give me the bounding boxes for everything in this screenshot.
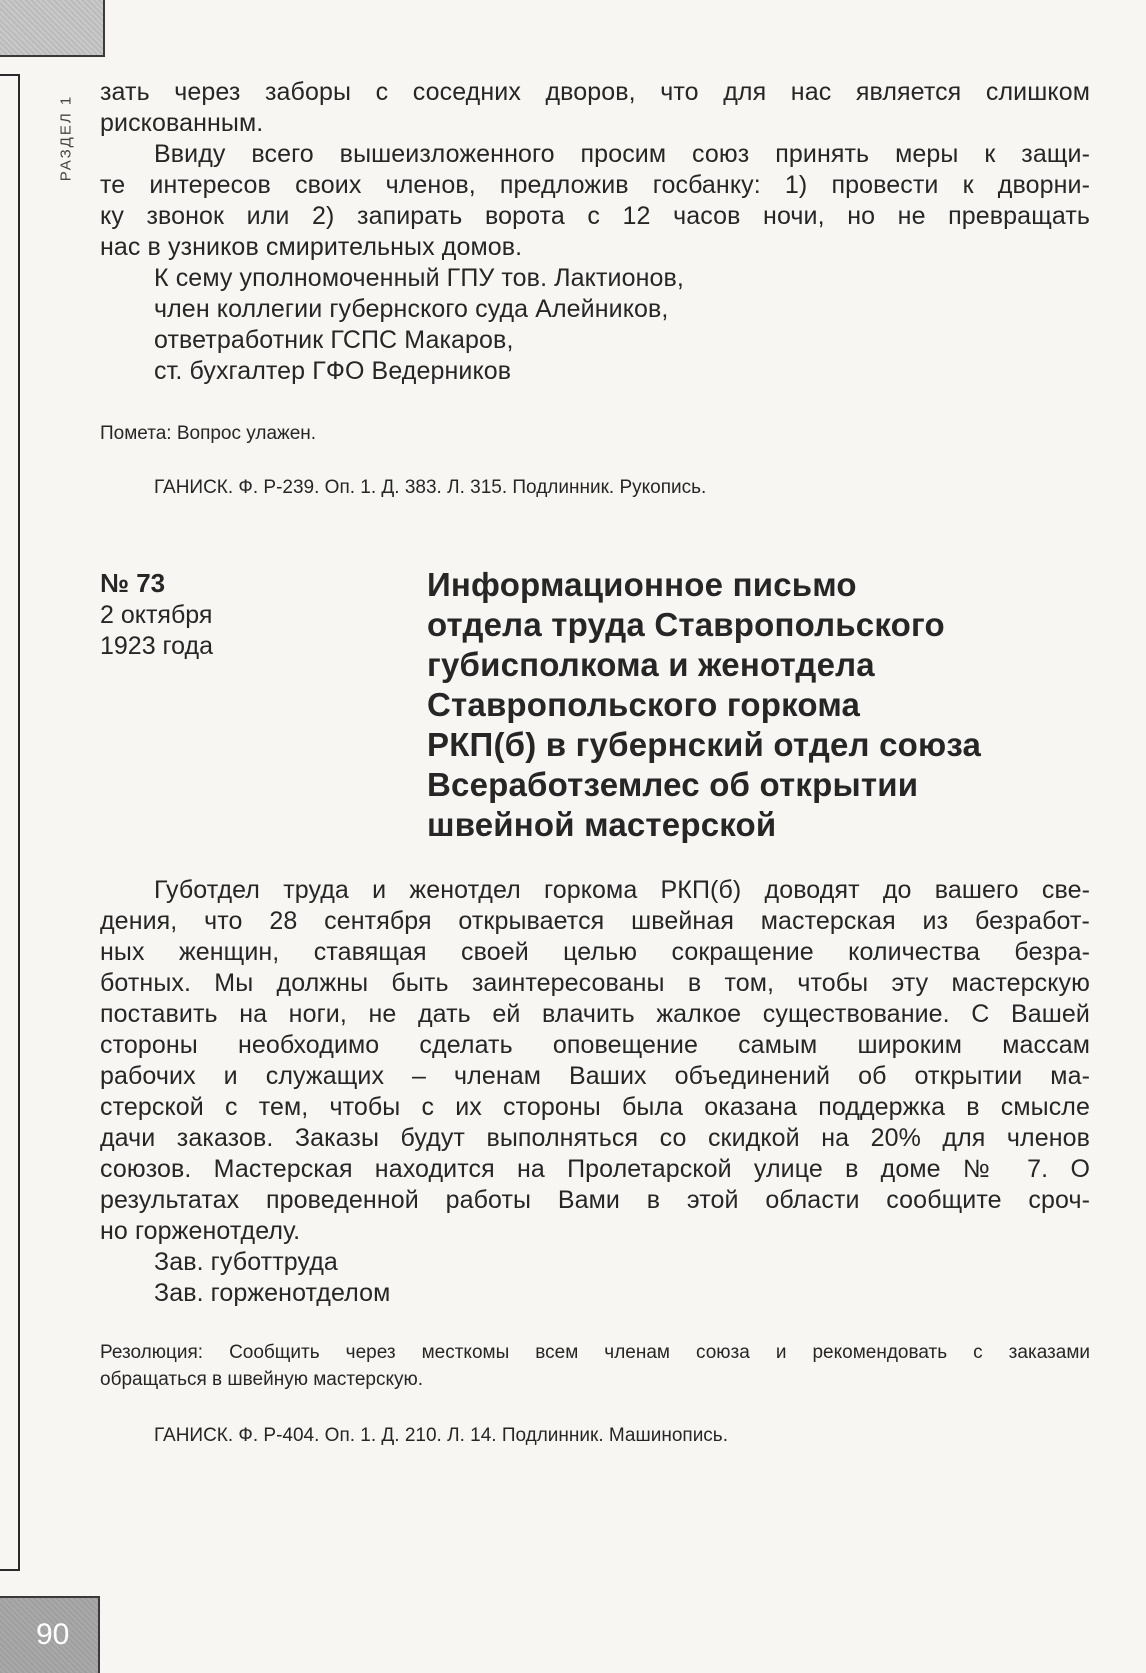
- title-line: губисполкома и женотдела: [427, 646, 875, 683]
- body-line: стороны необходимо сделать оповещение самым широким массам: [100, 1031, 1090, 1059]
- signature-line: Зав. горженотделом: [154, 1279, 391, 1307]
- document-year: 1923 года: [100, 632, 213, 660]
- title-line: Информационное письмо: [427, 566, 857, 603]
- text-line: ку звонок или 2) запирать ворота с 12 часов ночи, но не превращать: [100, 202, 1090, 230]
- body-line: ных женщин, ставящая своей целью сокращение количества безра-: [100, 938, 1090, 966]
- signature-line: Зав. губоттруда: [154, 1248, 338, 1276]
- text-line: рискованным.: [100, 109, 264, 137]
- signatory-line: ст. бухгалтер ГФО Ведерников: [154, 357, 512, 385]
- body-line: дачи заказов. Заказы будут выполняться со скидкой на 20% для членов: [100, 1124, 1090, 1152]
- body-line: рабочих и служащих – членам Ваших объединений об открытии ма-: [100, 1062, 1090, 1090]
- title-line: Всеработземлес об открытии: [427, 766, 919, 803]
- signatory-line: ответработник ГСПС Макаров,: [154, 326, 514, 354]
- note-mark: Помета: Вопрос улажен.: [100, 423, 317, 444]
- document-date: 2 октября: [100, 601, 213, 629]
- text-line: зать через заборы с соседних дворов, что для нас является слишком: [100, 78, 1090, 106]
- section-label: [52, 78, 80, 198]
- resolution-line: Резолюция: Сообщить через месткомы всем членам союза и рекомендовать с заказами: [100, 1342, 1090, 1363]
- body-line: но горженотделу.: [100, 1217, 301, 1245]
- text-line: Ввиду всего вышеизложенного просим союз принять меры к защи-: [154, 140, 1090, 168]
- body-line: поставить на ноги, не дать ей влачить жалкое существование. С Вашей: [100, 1000, 1090, 1028]
- margin-frame: [0, 74, 20, 1571]
- body-line: ботных. Мы должны быть заинтересованы в том, чтобы эту мастерскую: [100, 969, 1090, 997]
- body-line: стерской с тем, чтобы с их стороны была оказана поддержка в смысле: [100, 1093, 1090, 1121]
- text-line: нас в узников смирительных домов.: [100, 233, 523, 261]
- page-number-box: [0, 1596, 100, 1673]
- title-line: отдела труда Ставропольского: [427, 606, 945, 643]
- body-line: союзов. Мастерская находится на Пролетарской улице в доме № 7. О: [100, 1155, 1090, 1183]
- page-number: 90: [36, 1618, 70, 1651]
- resolution-line: обращаться в швейную мастерскую.: [100, 1369, 424, 1390]
- document-number: № 73: [100, 568, 166, 598]
- body-line: дения, что 28 сентября открывается швейная мастерская из безработ-: [100, 907, 1090, 935]
- archive-source: ГАНИСК. Ф. Р-239. Оп. 1. Д. 383. Л. 315. Подлинник. Рукопись.: [154, 477, 707, 498]
- archive-source: ГАНИСК. Ф. Р-404. Оп. 1. Д. 210. Л. 14. Подлинник. Машинопись.: [154, 1425, 728, 1446]
- corner-decoration: [0, 0, 105, 57]
- signatory-line: член коллегии губернского суда Алейников,: [154, 295, 669, 323]
- section-label-text: РАЗДЕЛ 1: [57, 94, 75, 182]
- title-line: РКП(б) в губернский отдел союза: [427, 726, 982, 763]
- title-line: Ставропольского горкома: [427, 686, 861, 723]
- title-line: швейной мастерской: [427, 806, 777, 843]
- body-line: результатах проведенной работы Вами в этой области сообщите сроч-: [100, 1186, 1090, 1214]
- signatory-line: К сему уполномоченный ГПУ тов. Лактионов,: [154, 264, 684, 292]
- body-line: Губотдел труда и женотдел горкома РКП(б) доводят до вашего све-: [154, 876, 1090, 904]
- text-line: те интересов своих членов, предложив госбанку: 1) провести к дворни-: [100, 171, 1090, 199]
